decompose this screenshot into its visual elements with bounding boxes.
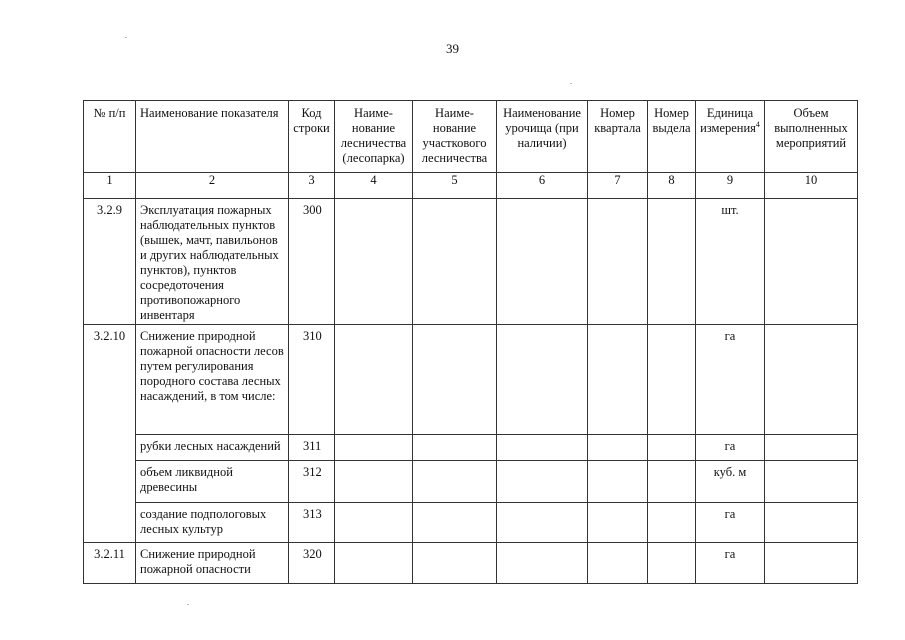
- cell-empty: [335, 435, 413, 461]
- table-row: [84, 435, 858, 461]
- row-unit: га: [696, 325, 765, 435]
- header-unit: [696, 101, 765, 173]
- cell-empty: [648, 435, 696, 461]
- row-code: 300: [289, 199, 335, 325]
- table-row: [84, 461, 858, 503]
- header-tract: Наименование урочища (при наличии): [497, 101, 588, 173]
- cell-empty: [335, 461, 413, 503]
- cell-empty: [648, 199, 696, 325]
- cell-empty: [648, 461, 696, 503]
- column-number: 10: [765, 173, 858, 199]
- header-row-code: Код строки: [289, 101, 335, 173]
- column-number: 1: [84, 173, 136, 199]
- column-number: 8: [648, 173, 696, 199]
- row-code: 311: [289, 435, 335, 461]
- cell-empty: [497, 325, 588, 435]
- cell-empty: [497, 435, 588, 461]
- cell-empty: [765, 543, 858, 584]
- cell-empty: [588, 503, 648, 543]
- row-indicator-name: объем ликвидной древесины: [136, 461, 289, 503]
- cell-empty: [588, 543, 648, 584]
- header-row: [84, 101, 858, 173]
- header-volume: Объем выполненных мероприятий: [765, 101, 858, 173]
- scan-speck: [187, 604, 189, 605]
- cell-empty: [648, 325, 696, 435]
- scan-speck: [125, 37, 127, 38]
- cell-empty: [765, 199, 858, 325]
- column-number: 2: [136, 173, 289, 199]
- row-unit: га: [696, 503, 765, 543]
- column-number: 3: [289, 173, 335, 199]
- row-code: 312: [289, 461, 335, 503]
- row-code: 313: [289, 503, 335, 543]
- row-indicator-name: Эксплуатация пожарных наблюдательных пунктов (вышек, мачт, павильонов и других наблюдательных пунктов), пунктов сосредоточения противопожарного инвентаря: [136, 199, 289, 325]
- row-indicator-name: Снижение природной пожарной опасности: [136, 543, 289, 584]
- row-indicator-name: Снижение природной пожарной опасности лесов путем регулирования породного состава лесных насаждений, в том числе:: [136, 325, 289, 435]
- header-indicator-name: Наименование показателя: [136, 101, 289, 173]
- page-number: 39: [446, 41, 459, 56]
- cell-empty: [413, 199, 497, 325]
- table-row: [84, 325, 858, 435]
- row-unit: га: [696, 435, 765, 461]
- cell-empty: [335, 199, 413, 325]
- row-number: 3.2.10: [84, 325, 136, 543]
- header-forestry: Наиме-нование лесничества (лесопарка): [335, 101, 413, 173]
- table-row: [84, 543, 858, 584]
- cell-empty: [765, 461, 858, 503]
- column-number: 5: [413, 173, 497, 199]
- report-table: [83, 100, 858, 584]
- cell-empty: [335, 503, 413, 543]
- row-unit: шт.: [696, 199, 765, 325]
- header-allotment: Номер выдела: [648, 101, 696, 173]
- column-number: 4: [335, 173, 413, 199]
- row-number: 3.2.11: [84, 543, 136, 584]
- cell-empty: [413, 325, 497, 435]
- table-row: [84, 199, 858, 325]
- table-row: [84, 503, 858, 543]
- cell-empty: [413, 435, 497, 461]
- cell-empty: [497, 543, 588, 584]
- header-num: № п/п: [84, 101, 136, 173]
- row-code: 310: [289, 325, 335, 435]
- cell-empty: [335, 543, 413, 584]
- row-unit: га: [696, 543, 765, 584]
- cell-empty: [413, 543, 497, 584]
- cell-empty: [497, 503, 588, 543]
- cell-empty: [765, 435, 858, 461]
- cell-empty: [588, 435, 648, 461]
- column-number: 7: [588, 173, 648, 199]
- row-code: 320: [289, 543, 335, 584]
- row-indicator-name: создание подпологовых лесных культур: [136, 503, 289, 543]
- scan-speck: [570, 83, 572, 84]
- cell-empty: [588, 199, 648, 325]
- header-quarter: Номер квартала: [588, 101, 648, 173]
- header-district-forestry: Наиме-нование участкового лесничества: [413, 101, 497, 173]
- column-number: 9: [696, 173, 765, 199]
- cell-empty: [497, 461, 588, 503]
- cell-empty: [335, 325, 413, 435]
- cell-empty: [765, 503, 858, 543]
- cell-empty: [497, 199, 588, 325]
- cell-empty: [588, 325, 648, 435]
- cell-empty: [648, 543, 696, 584]
- row-unit: куб. м: [696, 461, 765, 503]
- footnote-marker: 4: [755, 119, 760, 129]
- cell-empty: [413, 503, 497, 543]
- row-indicator-name: рубки лесных насаждений: [136, 435, 289, 461]
- column-number: 6: [497, 173, 588, 199]
- cell-empty: [413, 461, 497, 503]
- cell-empty: [588, 461, 648, 503]
- cell-empty: [648, 503, 696, 543]
- row-number: 3.2.9: [84, 199, 136, 325]
- header-unit-label: Единица измерения: [700, 106, 756, 135]
- column-number-row: [84, 173, 858, 199]
- cell-empty: [765, 325, 858, 435]
